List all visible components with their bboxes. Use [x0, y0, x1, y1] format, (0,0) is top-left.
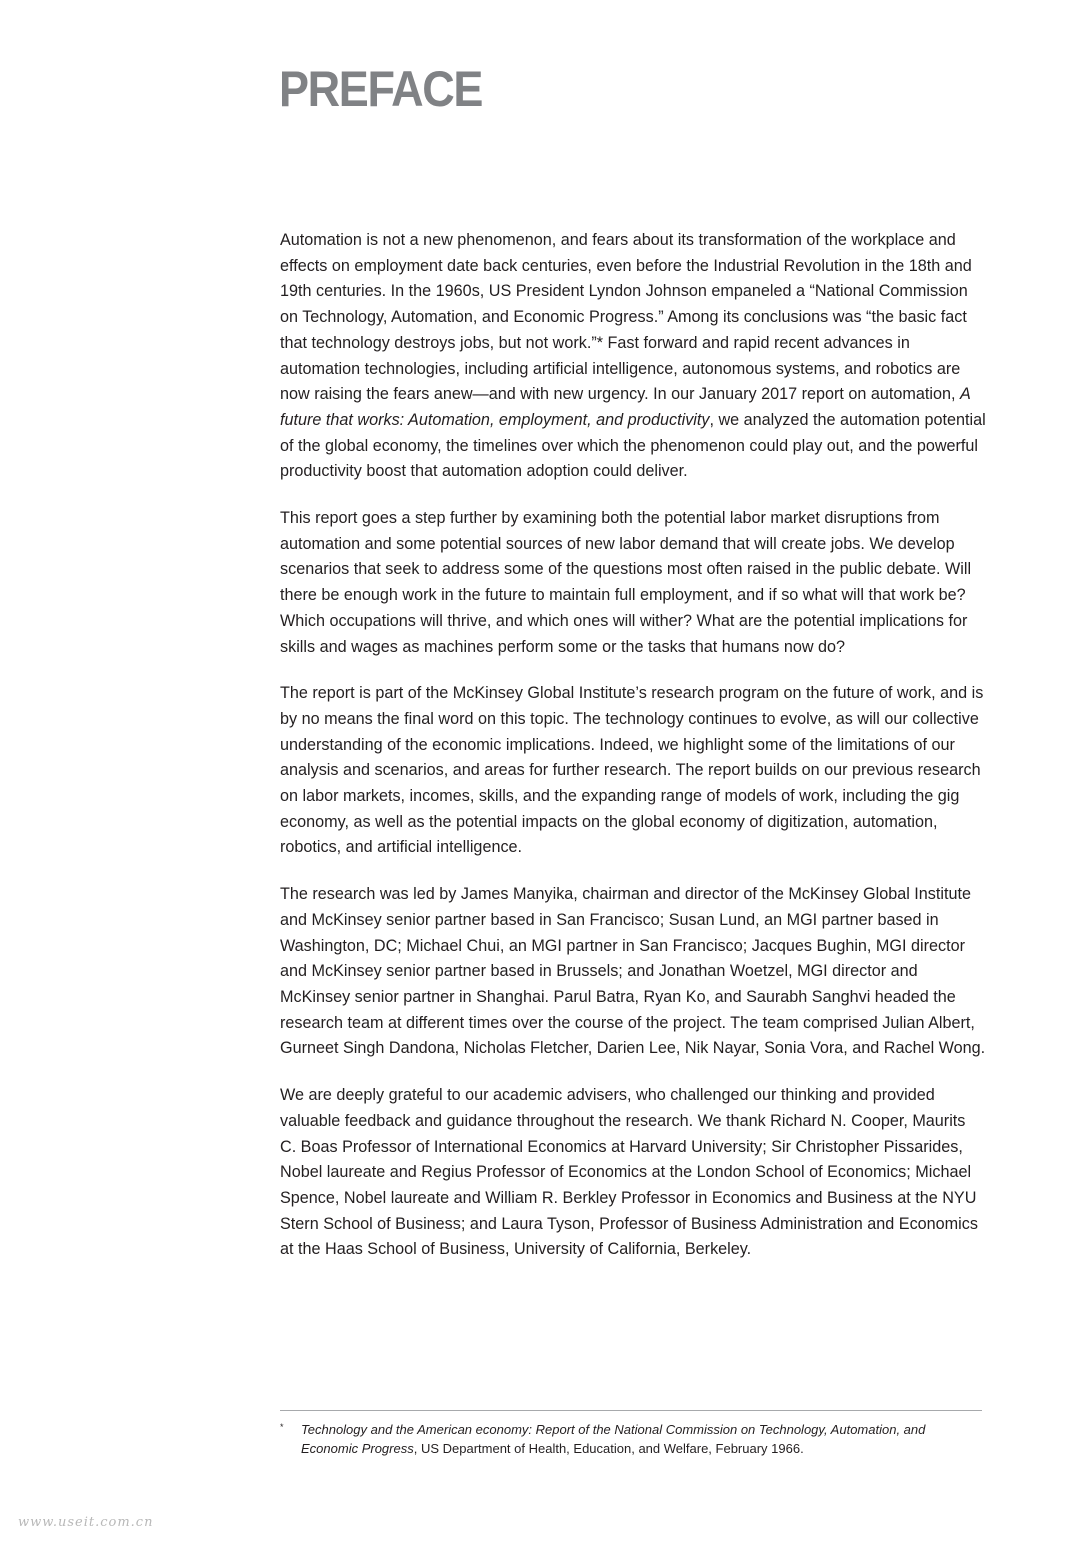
paragraph-research-team: The research was led by James Manyika, chairman and director of the McKinsey Global Institute and McKinsey senior partner based in San Francisco; Susan Lund, an MGI partner based in Washington, DC; Michael Chui, an MGI partner in San Francisco; Jacques Bughin, MGI director and McKinsey senior partner based in Brussels; and Jonathan Woetzel, MGI director and McKinsey senior partner in Shanghai. Parul Batra, Ryan Ko, and Saurabh Sanghvi headed the research team at different times over the course of the project. The team comprised Julian Albert, Gurneet Singh Dandona, Nicholas Fletcher, Darien Lee, Nik Nayar, Sonia Vora, and Rachel Wong.	[280, 885, 986, 1058]
footnote-marker: *	[280, 1422, 284, 1432]
paragraph-research-program: The report is part of the McKinsey Global Institute’s research program on the future of work, and is by no means the final word on this topic. The technology continues to evolve, as will our collective understanding of the economic implications. Indeed, we highlight some of the limitations of our analysis and scenarios, and areas for further research. The report builds on our previous research on labor markets, incomes, skills, and the expanding range of models of work, including the gig economy, as well as the potential impacts on the global economy of digitization, automation, robotics, and artificial intelligence.	[280, 684, 984, 857]
paragraph-intro-text-start: Automation is not a new phenomenon, and fears about its transformation of the workplace and effects on employment date back centuries, even before the Industrial Revolution in the 18th and 19th centuries. In the 1960s, US President Lyndon Johnson empaneled a “National Commission on Technology, Automation, and Economic Progress.” Among its conclusions was “the basic fact that technology destroys jobs, but not work.”* Fast forward and rapid recent advances in automation technologies, including artificial intelligence, autonomous systems, and robotics are now raising the fears anew—and with new urgency. In our January 2017 report on automation,	[280, 231, 972, 404]
footnote-source-details: , US Department of Health, Education, and Welfare, February 1966.	[413, 1441, 804, 1456]
report-title-citation: A future that works: Automation, employment, and productivity	[280, 385, 971, 429]
paragraph-acknowledgements: We are deeply grateful to our academic advisers, who challenged our thinking and provided valuable feedback and guidance throughout the research. We thank Richard N. Cooper, Maurits C. Boas Professor of International Economics at Harvard University; Sir Christopher Pissarides, Nobel laureate and Regius Professor of Economics at the London School of Economics; Michael Spence, Nobel laureate and William R. Berkley Professor in Economics and Business at the NYU Stern School of Business; and Laura Tyson, Professor of Business Administration and Economics at the Haas School of Business, University of California, Berkeley.	[280, 1086, 978, 1259]
paragraph-intro-text-end: , we analyzed the automation potential of the global economy, the timelines over which the phenomenon could play out, and the powerful productivity boost that automation adoption could deliver.	[280, 410, 986, 481]
preface-body	[280, 228, 986, 1284]
footnote-source-title: Technology and the American economy: Report of the National Commission on Technology, Automation, and Economic Progress	[301, 1422, 926, 1456]
paragraph-intro	[280, 228, 986, 485]
footnote	[280, 1420, 982, 1458]
footnote-text	[301, 1420, 982, 1458]
paragraph-scope: This report goes a step further by examining both the potential labor market disruptions from automation and some potential sources of new labor demand that will create jobs. We develop scenarios that seek to address some of the questions most often raised in the public debate. Will there be enough work in the future to maintain full employment, and if so what will that work be? Which occupations will thrive, and which ones will wither? What are the potential implications for skills and wages as machines perform some or the tasks that humans now do?	[280, 509, 972, 656]
page-title: PREFACE	[279, 61, 483, 117]
footnote-divider	[280, 1410, 982, 1411]
watermark: www.useit.com.cn	[18, 1515, 154, 1530]
